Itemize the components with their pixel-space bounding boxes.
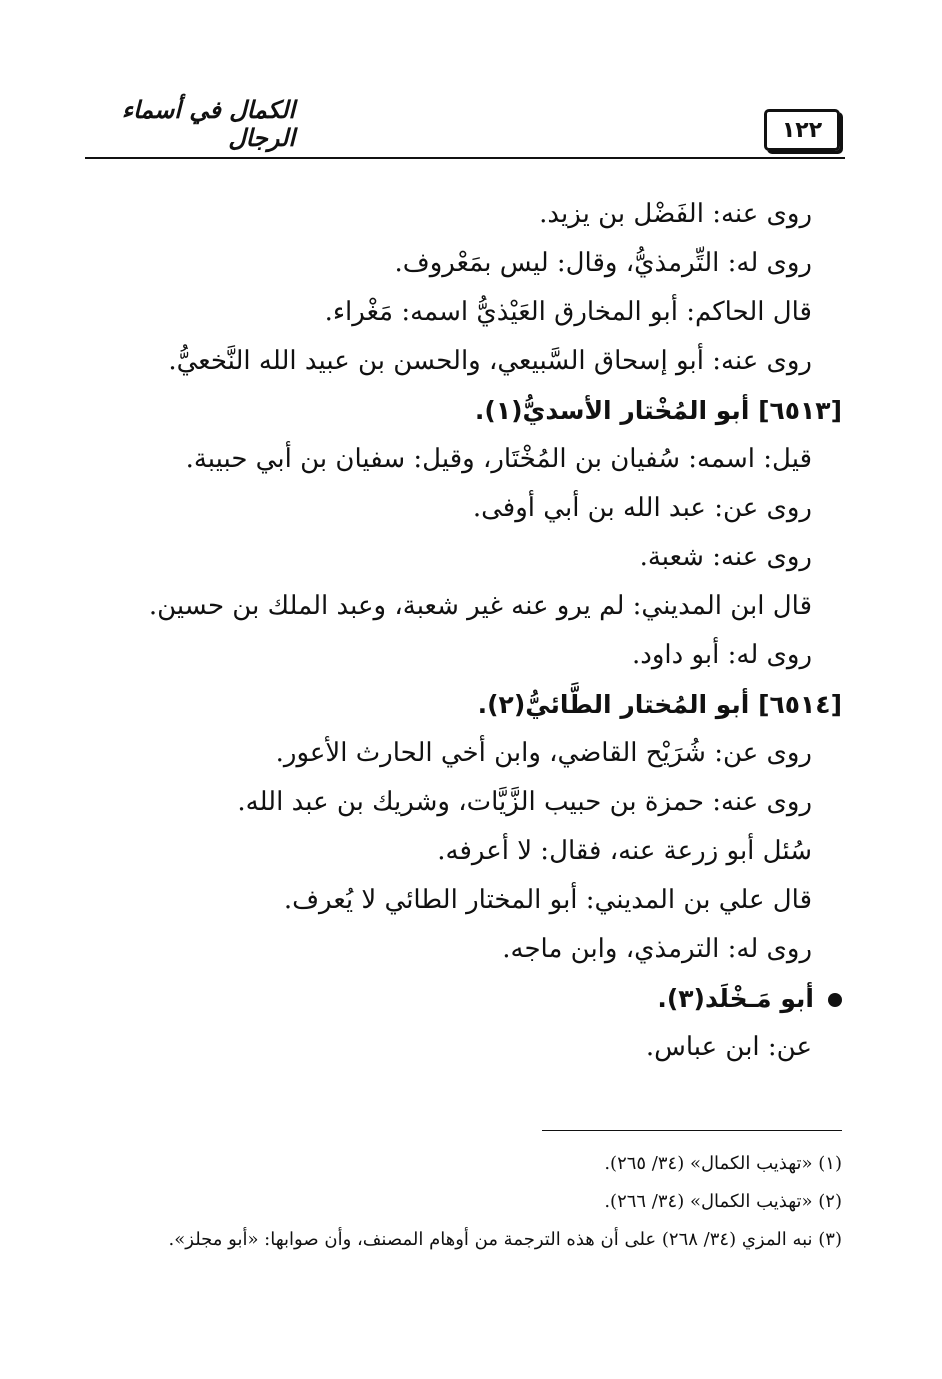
footnotes (102, 1130, 842, 1259)
header-rule (85, 157, 845, 159)
text-line: روى عن: شُرَيْح القاضي، وابن أخي الحارث الأعور. (275, 738, 812, 768)
page-number: ١٢٢ (781, 117, 823, 143)
footnote-rule (542, 1130, 842, 1131)
text-line: روى عنه: حمزة بن حبيب الزَّيَّات، وشريك بن عبد الله. (237, 787, 812, 817)
entry-heading: [٦٥١٤] أبو المُختار الطَّائيُّ(٢). (477, 690, 842, 719)
text-line: روى عنه: الفَضْل بن يزيد. (539, 199, 812, 229)
text-line: روى له: التِّرمذيُّ، وقال: ليس بمَعْروف. (394, 248, 812, 278)
footnote: (٣) نبه المزي (٣٤/ ٢٦٨) على أن هذه الترجمة من أوهام المصنف، وأن صوابها: «أبو مجلز». (168, 1229, 842, 1250)
footnote: (٢) «تهذيب الكمال» (٣٤/ ٢٦٦). (604, 1191, 842, 1212)
book-title: الكمال في أسماء الرجال (121, 96, 295, 152)
text-line: سُئل أبو زرعة عنه، فقال: لا أعرفه. (437, 836, 812, 866)
text-line: قال علي بن المديني: أبو المختار الطائي لا يُعرف. (283, 885, 812, 915)
entry-heading: [٦٥١٣] أبو المُخْتار الأسديُّ(١). (474, 396, 842, 425)
bullet-heading-text: أبو مَـخْلَد(٣). (657, 984, 814, 1013)
footnote: (١) «تهذيب الكمال» (٣٤/ ٢٦٥). (604, 1153, 842, 1174)
bullet-heading (122, 974, 842, 1023)
text-line: عن: ابن عباس. (645, 1032, 812, 1062)
text-line: روى عنه: أبو إسحاق السَّبيعي، والحسن بن عبيد الله النَّخعيُّ. (168, 346, 812, 376)
text-line: قال الحاكم: أبو المخارق العَيْذيُّ اسمه: مَغْراء. (324, 297, 812, 327)
page-number-box (764, 109, 840, 151)
text-line: قال ابن المديني: لم يرو عنه غير شعبة، وعبد الملك بن حسين. (148, 591, 812, 621)
text-line: روى له: أبو داود. (632, 640, 812, 670)
text-line: قيل: اسمه: سُفيان بن المُخْتَار، وقيل: سفيان بن أبي حبيبة. (185, 444, 812, 474)
text-line: روى له: الترمذي، وابن ماجه. (502, 934, 812, 964)
page-header (85, 95, 845, 165)
main-text (122, 190, 842, 1072)
text-line: روى عنه: شعبة. (639, 542, 812, 572)
text-line: روى عن: عبد الله بن أبي أوفى. (472, 493, 812, 523)
bullet-icon (828, 993, 842, 1007)
